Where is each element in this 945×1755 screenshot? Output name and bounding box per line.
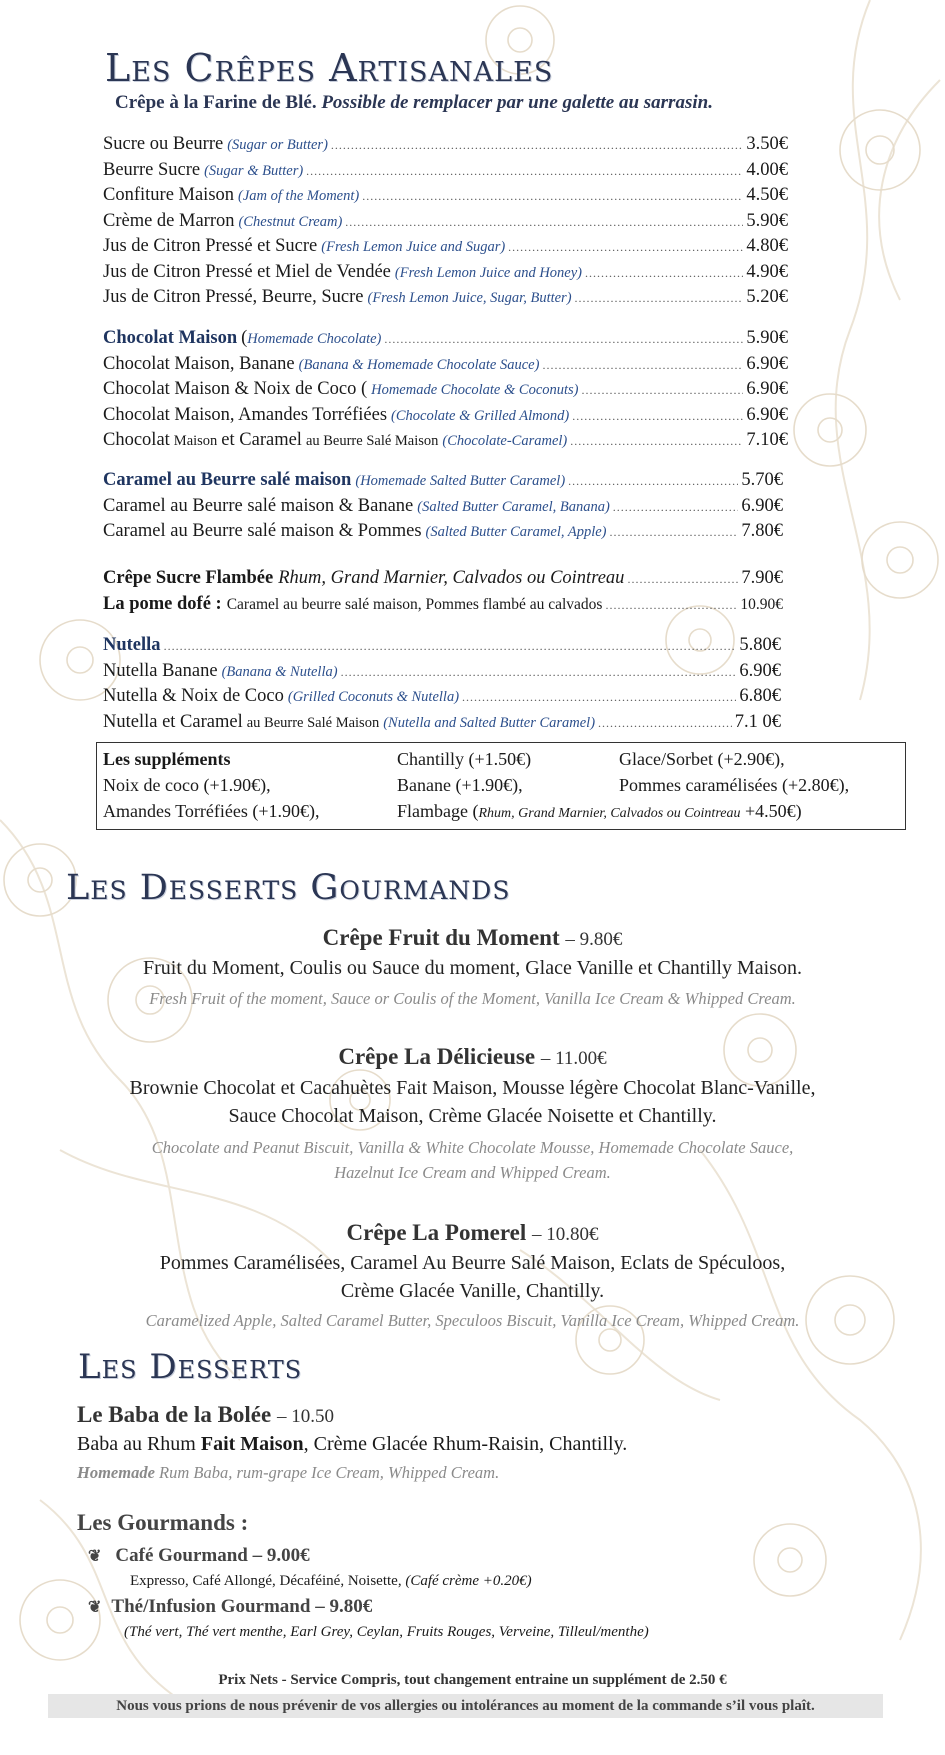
dessert-name: Crêpe Fruit du Moment bbox=[322, 925, 560, 950]
menu-item-english: (Chocolate-Caramel) bbox=[442, 433, 568, 449]
menu-item-english: (Grilled Coconuts & Nutella) bbox=[287, 689, 460, 705]
menu-item-name: Crème de Marron bbox=[103, 210, 235, 231]
menu-item-price: 6.90€ bbox=[746, 404, 788, 425]
menu-item-english: (Chestnut Cream) bbox=[238, 213, 343, 230]
desserts-title: Les Desserts bbox=[78, 1347, 303, 1387]
crepes-menu-group1 bbox=[103, 134, 788, 313]
dessert-english: Fresh Fruit of the moment, Sauce or Coulis of the Moment, Vanilla Ice Cream & Whipped Cream. bbox=[149, 989, 796, 1008]
crepes-subtitle bbox=[115, 92, 713, 114]
cafe-gourmand bbox=[88, 1545, 310, 1567]
leader-dots bbox=[613, 500, 739, 515]
menu-item-english: (Banana & Nutella) bbox=[221, 663, 338, 680]
menu-item-name: Confiture Maison bbox=[103, 185, 235, 205]
menu-item-english: (Banana & Homemade Chocolate Sauce) bbox=[298, 356, 540, 373]
menu-item-price: 5.90€ bbox=[746, 328, 788, 348]
dessert-english: Chocolate and Peanut Biscuit, Vanilla & White Chocolate Mousse, Homemade Chocolate Sauce, bbox=[151, 1138, 794, 1157]
leader-dots bbox=[572, 409, 743, 424]
leader-dots bbox=[306, 164, 743, 179]
menu-item-english: (Salted Butter Caramel, Apple) bbox=[425, 524, 607, 540]
menu-item bbox=[103, 328, 788, 354]
baba-description bbox=[77, 1433, 627, 1456]
menu-item-price: 4.90€ bbox=[746, 261, 788, 282]
cafe-gourmand-desc bbox=[130, 1573, 532, 1590]
menu-item-name-cont: et Caramel bbox=[221, 430, 302, 450]
supplement-pommes: Pommes caramélisées (+2.80€), bbox=[619, 775, 850, 795]
baba-desc-part: , Crème Glacée Rhum-Raisin, Chantilly. bbox=[303, 1433, 628, 1455]
dessert-description: Crème Glacée Vanille, Chantilly. bbox=[340, 1280, 605, 1302]
menu-item-name: Beurre Sucre bbox=[103, 159, 201, 180]
supplement-flambage-spirits: Rhum, Grand Marnier, Calvados ou Cointreau bbox=[478, 806, 741, 821]
menu-item-name: Chocolat Maison bbox=[103, 328, 238, 348]
menu-item-name: Jus de Citron Pressé et Miel de Vendée bbox=[103, 261, 391, 282]
crepes-subtitle-main: Crêpe à la Farine de Blé. bbox=[115, 92, 317, 113]
dessert-description: Fruit du Moment, Coulis ou Sauce du moment, Glace Vanille et Chantilly Maison. bbox=[142, 957, 802, 979]
leader-dots bbox=[508, 240, 743, 255]
menu-item-name: Sucre ou Beurre bbox=[103, 134, 224, 154]
dessert-title bbox=[0, 1220, 945, 1246]
gourmands-title: Les Gourmands : bbox=[77, 1510, 249, 1535]
menu-item bbox=[103, 686, 781, 712]
menu-item-name: Caramel au Beurre salé maison & Pommes bbox=[103, 521, 422, 541]
menu-item bbox=[103, 594, 783, 620]
menu-item-price: 6.90€ bbox=[741, 495, 783, 516]
crepes-menu-group3 bbox=[103, 470, 783, 547]
menu-item-english: (Salted Butter Caramel, Banana) bbox=[417, 498, 610, 515]
menu-item-english: Homemade Chocolate) bbox=[247, 331, 382, 347]
menu-item-name: Nutella et Caramel bbox=[103, 711, 243, 732]
menu-item-price: 6.90€ bbox=[739, 660, 781, 681]
menu-item-english: (Fresh Lemon Juice, Sugar, Butter) bbox=[367, 290, 572, 306]
supplement-chantilly: Chantilly (+1.50€) bbox=[397, 749, 532, 769]
leader-dots bbox=[362, 189, 743, 204]
crepes-menu-group2 bbox=[103, 328, 788, 456]
menu-item bbox=[103, 236, 788, 262]
dessert-name: Crêpe La Délicieuse bbox=[338, 1044, 536, 1069]
menu-item-name-small: Maison bbox=[173, 433, 218, 449]
menu-item-price: 6.80€ bbox=[739, 686, 781, 706]
fleuron-bullet-icon: ❦ bbox=[88, 1548, 102, 1565]
dessert-price: – 10.80€ bbox=[531, 1224, 599, 1245]
menu-item-name: Nutella bbox=[103, 635, 161, 655]
supplement-glace: Glace/Sorbet (+2.90€), bbox=[619, 749, 785, 769]
crepes-subtitle-note: Possible de remplacer par une galette au sarrasin. bbox=[321, 92, 713, 113]
leader-dots bbox=[542, 358, 743, 373]
leader-dots bbox=[575, 291, 744, 306]
menu-item-price: 4.80€ bbox=[746, 236, 788, 256]
supplement-banane: Banane (+1.90€), bbox=[397, 775, 523, 795]
dessert-english: Caramelized Apple, Salted Caramel Butter, Speculoos Biscuit, Vanilla Ice Cream, Whipped Cream. bbox=[145, 1311, 800, 1330]
leader-dots bbox=[585, 266, 743, 281]
supplement-amandes: Amandes Torréfiées (+1.90€), bbox=[103, 801, 320, 821]
menu-item bbox=[103, 379, 788, 405]
menu-item-price: 4.00€ bbox=[746, 159, 788, 180]
menu-item bbox=[103, 160, 788, 186]
menu-item-price: 4.50€ bbox=[746, 185, 788, 205]
menu-item-english: (Jam of the Moment) bbox=[238, 188, 360, 204]
supplement-coco: Noix de coco (+1.90€), bbox=[103, 775, 271, 795]
menu-item-price: 5.20€ bbox=[746, 287, 788, 307]
menu-item bbox=[103, 185, 788, 211]
dessert-price: – 11.00€ bbox=[540, 1048, 607, 1069]
menu-item-desc: Rhum, Grand Marnier, Calvados ou Cointreau bbox=[278, 568, 625, 588]
leader-dots bbox=[627, 572, 738, 587]
menu-item-english: Homemade Chocolate & Coconuts) bbox=[371, 382, 579, 398]
menu-item-english: (Fresh Lemon Juice and Honey) bbox=[394, 264, 583, 281]
menu-item-english: (Fresh Lemon Juice and Sugar) bbox=[321, 239, 506, 255]
menu-item-price: 5.80€ bbox=[739, 635, 781, 655]
menu-item bbox=[103, 262, 788, 288]
leader-dots bbox=[462, 690, 736, 705]
leader-dots bbox=[609, 525, 738, 540]
cafe-gourmand-name: Café Gourmand – 9.00€ bbox=[115, 1545, 310, 1566]
supplements-box bbox=[96, 742, 906, 830]
baba-name: Le Baba de la Bolée bbox=[77, 1402, 272, 1427]
menu-item-name-small: au Beurre Salé Maison bbox=[246, 714, 380, 731]
leader-dots bbox=[345, 215, 743, 230]
the-gourmand bbox=[88, 1596, 372, 1618]
dessert-name: Crêpe La Pomerel bbox=[346, 1220, 527, 1245]
the-gourmand-desc: (Thé vert, Thé vert menthe, Earl Grey, Ceylan, Fruits Rouges, Verveine, Tilleul/menthe) bbox=[124, 1624, 649, 1640]
baba-english bbox=[77, 1463, 499, 1483]
menu-item bbox=[103, 496, 783, 522]
menu-item bbox=[103, 712, 781, 738]
menu-item bbox=[103, 211, 788, 237]
footer-allergy-note: Nous vous prions de nous prévenir de vos allergies ou intolérances au moment de la commande s’il vous plaît. bbox=[48, 1694, 883, 1718]
menu-item-price: 7.90€ bbox=[741, 568, 783, 588]
menu-item-english: (Chocolate & Grilled Almond) bbox=[391, 407, 570, 424]
menu-item-name: La pome dofé : bbox=[103, 593, 222, 614]
leader-dots bbox=[570, 434, 743, 449]
menu-item-paren: ( bbox=[241, 328, 248, 348]
menu-item-name: Chocolat Maison, Amandes Torréfiées bbox=[103, 404, 388, 425]
dessert-price: – 9.80€ bbox=[565, 929, 623, 950]
menu-item-price: 5.90€ bbox=[746, 210, 788, 231]
menu-item-name: Nutella & Noix de Coco bbox=[103, 686, 284, 706]
menu-item-price: 5.70€ bbox=[741, 470, 783, 490]
dessert-title bbox=[0, 1044, 945, 1070]
menu-item-name: Chocolat bbox=[103, 430, 170, 450]
dessert-english: Hazelnut Ice Cream and Whipped Cream. bbox=[334, 1163, 611, 1182]
leader-dots bbox=[598, 716, 732, 731]
supplement-flambage-label: Flambage ( bbox=[397, 801, 479, 821]
menu-item-name: Crêpe Sucre Flambée bbox=[103, 568, 274, 588]
the-gourmand-name: Thé/Infusion Gourmand – 9.80€ bbox=[111, 1596, 373, 1617]
menu-item bbox=[103, 354, 788, 380]
menu-item-name: Chocolat Maison, Banane bbox=[103, 353, 295, 374]
menu-item-price: 10.90€ bbox=[740, 595, 783, 613]
leader-dots bbox=[331, 138, 743, 153]
menu-item bbox=[103, 568, 783, 594]
footer-prices-note: Prix Nets - Service Compris, tout changement entraine un supplément de 2.50 € bbox=[218, 1672, 727, 1688]
menu-item-price: 7.10€ bbox=[746, 430, 788, 450]
leader-dots bbox=[341, 665, 737, 680]
leader-dots bbox=[605, 598, 737, 613]
leader-dots bbox=[164, 639, 737, 654]
baba-en-desc: Rum Baba, rum-grape Ice Cream, Whipped Cream. bbox=[159, 1463, 500, 1482]
cafe-desc-text: Expresso, Café Allongé, Décaféiné, Noisette, bbox=[130, 1573, 402, 1589]
menu-item-english: (Homemade Salted Butter Caramel) bbox=[355, 473, 566, 489]
dessert-title bbox=[0, 925, 945, 951]
crepes-menu-flambee bbox=[103, 568, 783, 619]
baba-price: – 10.50 bbox=[276, 1406, 334, 1427]
menu-item bbox=[103, 405, 788, 431]
menu-item-desc: Caramel au beurre salé maison, Pommes flambé au calvados bbox=[226, 595, 603, 613]
baba-en-homemade: Homemade bbox=[77, 1463, 155, 1482]
menu-item-price: 3.50€ bbox=[746, 134, 788, 154]
leader-dots bbox=[582, 383, 744, 398]
leader-dots bbox=[384, 332, 743, 347]
menu-item-price: 7.1 0€ bbox=[734, 711, 781, 732]
baba-desc-part: Baba au Rhum bbox=[77, 1433, 196, 1455]
menu-item-english: (Sugar or Butter) bbox=[227, 137, 328, 153]
menu-item-english: (Sugar & Butter) bbox=[204, 162, 304, 179]
dessert-description: Pommes Caramélisées, Caramel Au Beurre Salé Maison, Eclats de Spéculoos, bbox=[159, 1252, 786, 1274]
supplements-title: Les suppléments bbox=[103, 749, 231, 769]
supplement-flambage-price: +4.50€) bbox=[744, 801, 802, 821]
baba-title bbox=[77, 1402, 334, 1428]
menu-item-name: Caramel au Beurre salé maison bbox=[103, 470, 352, 490]
menu-item bbox=[103, 134, 788, 160]
crepes-menu-group4 bbox=[103, 635, 781, 737]
leader-dots bbox=[568, 474, 738, 489]
fleuron-bullet-icon: ❦ bbox=[88, 1599, 102, 1616]
desserts-gourmands-title: Les Desserts Gourmands bbox=[66, 868, 511, 908]
menu-item-price: 6.90€ bbox=[746, 353, 788, 374]
baba-desc-homemade: Fait Maison bbox=[200, 1433, 304, 1455]
menu-item-english: (Nutella and Salted Butter Caramel) bbox=[383, 714, 596, 731]
menu-item-name: Caramel au Beurre salé maison & Banane bbox=[103, 495, 414, 516]
crepes-title: Les Crêpes Artisanales bbox=[105, 46, 554, 90]
supplement-flambage bbox=[397, 801, 802, 822]
menu-item-name: Jus de Citron Pressé, Beurre, Sucre bbox=[103, 287, 364, 307]
dessert-description: Brownie Chocolat et Cacahuètes Fait Maison, Mousse légère Chocolat Blanc-Vanille, bbox=[129, 1077, 816, 1099]
menu-item bbox=[103, 661, 781, 687]
menu-item bbox=[103, 521, 783, 547]
menu-item bbox=[103, 635, 781, 661]
menu-item-name: Nutella Banane bbox=[103, 660, 218, 681]
menu-item-price: 7.80€ bbox=[741, 521, 783, 541]
cafe-desc-note: (Café crème +0.20€) bbox=[405, 1573, 532, 1589]
menu-item bbox=[103, 287, 788, 313]
menu-item bbox=[103, 470, 783, 496]
dessert-description: Sauce Chocolat Maison, Crème Glacée Noisette et Chantilly. bbox=[228, 1105, 717, 1127]
menu-item-name-small: au Beurre Salé Maison bbox=[305, 433, 439, 449]
menu-item bbox=[103, 430, 788, 456]
menu-item-price: 6.90€ bbox=[746, 379, 788, 399]
menu-item-name: Jus de Citron Pressé et Sucre bbox=[103, 236, 318, 256]
menu-item-name: Chocolat Maison & Noix de Coco ( bbox=[103, 379, 368, 399]
